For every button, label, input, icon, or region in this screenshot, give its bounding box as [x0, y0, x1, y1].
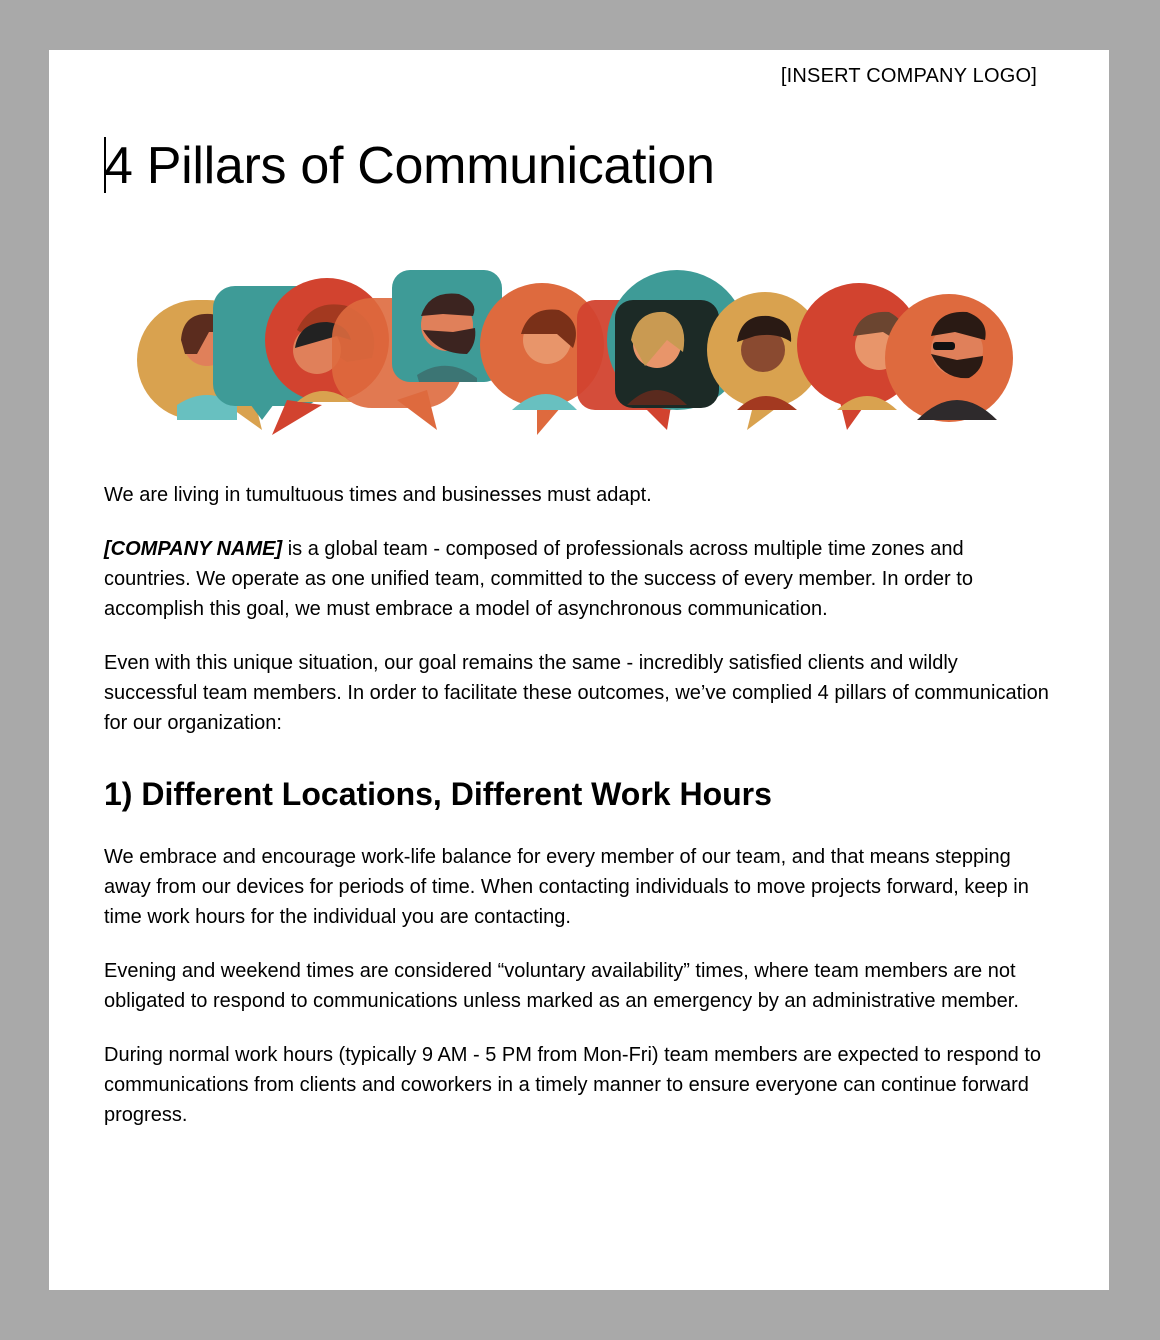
speech-bubble-11 [885, 294, 1013, 422]
section-1-paragraph: During normal work hours (typically 9 AM - 5 PM from Mon-Fri) team members are expected to respond to communications from clients and coworkers in a timely manner to ensure everyone can continue forward progress. [104, 1044, 1041, 1126]
company-paragraph [104, 534, 1049, 624]
section-1-paragraph: Evening and weekend times are considered “voluntary availability” times, where team members are not obligated to respond to communications unless marked as an emergency by an administrative member. [104, 960, 1019, 1012]
intro-paragraph: We are living in tumultuous times and businesses must adapt. [104, 484, 652, 506]
document-title-text: 4 Pillars of Communication [104, 137, 715, 195]
document-body [104, 480, 1049, 1154]
document-title[interactable] [104, 135, 715, 197]
section-1-paragraph: We embrace and encourage work-life balance for every member of our team, and that means stepping away from our devices for periods of time. When contacting individuals to move projects forward, keep in time work hours for the individual you are contacting. [104, 846, 1029, 928]
goal-paragraph: Even with this unique situation, our goal remains the same - incredibly satisfied clients and wildly successful team members. In order to facilitate these outcomes, we’ve complied 4 pillars of communication for our organization: [104, 652, 1049, 734]
section-heading-1: 1) Different Locations, Different Work Hours [104, 776, 772, 812]
document-page [49, 50, 1109, 1290]
speech-bubbles-people-illustration [137, 270, 1017, 440]
company-logo-placeholder: [INSERT COMPANY LOGO] [780, 65, 1037, 87]
company-paragraph-text: is a global team - composed of professionals across multiple time zones and countries. We operate as one unified team, committed to the success of every member. In order to accomplish this goal, we must embrace a model of asynchronous communication. [104, 538, 973, 620]
company-name-placeholder: [COMPANY NAME] [104, 538, 283, 560]
